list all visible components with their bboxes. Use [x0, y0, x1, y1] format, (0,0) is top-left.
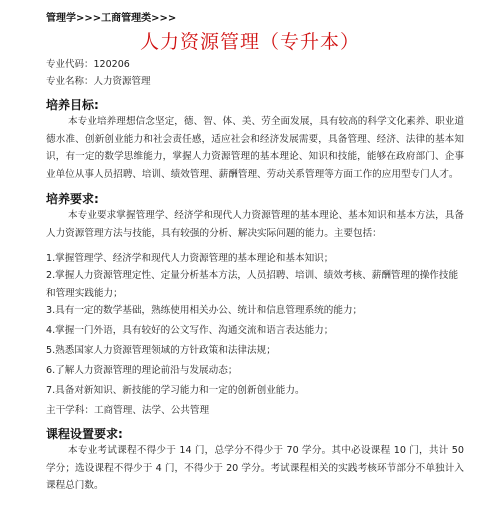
requirements-heading: 培养要求:	[46, 192, 99, 206]
major-name-value: 人力资源管理	[93, 76, 151, 87]
major-name-label: 专业名称：	[46, 76, 94, 87]
major-name-line	[46, 73, 151, 87]
goal-heading: 培养目标:	[46, 98, 99, 112]
breadcrumb: 管理学>>>工商管理类>>>	[46, 13, 177, 24]
major-code-line	[46, 56, 130, 70]
requirement-item-5: 5.熟悉国家人力资源管理领域的方针政策和法律法规；	[46, 345, 276, 356]
major-code-value: 120206	[93, 59, 130, 70]
course-paragraph: 本专业考试课程不得少于 14 门，总学分不得少于 70 学分。其中必设课程 10 门，共计 50 学分；选设课程不得少于 4 门，不得少于 20 学分。考试课程相关的实践考核环节部分不单独计入课程总门数。	[46, 445, 464, 491]
requirement-item-4: 4.掌握一门外语，具有较好的公文写作、沟通交流和语言表达能力；	[46, 325, 334, 336]
requirement-item-6: 6.了解人力资源管理的理论前沿与发展动态；	[46, 365, 238, 376]
requirement-item-1: 1.掌握管理学、经济学和现代人力资源管理的基本理论和基本知识；	[46, 253, 334, 264]
requirement-item-2: 2.掌握人力资源管理定性、定量分析基本方法，人员招聘、培训、绩效考核、薪酬管理的操作技能和管理实践能力；	[46, 270, 459, 299]
main-subjects: 主干学科：工商管理、法学、公共管理	[46, 405, 210, 416]
requirements-intro: 本专业要求掌握管理学、经济学和现代人力资源管理的基本理论、基本知识和基本方法，具备人力资源管理方法与技能，具有较强的分析、解决实际问题的能力。主要包括：	[46, 210, 464, 239]
requirement-item-3: 3.具有一定的数学基础，熟练使用相关办公、统计和信息管理系统的能力；	[46, 305, 363, 316]
major-code-label: 专业代码：	[46, 59, 94, 70]
goal-paragraph: 本专业培养理想信念坚定，德、智、体、美、劳全面发展，具有较高的科学文化素养、职业道德水准、创新创业能力和社会责任感，适应社会和经济发展需要，具备管理、经济、法律的基本知识，有一定的数学思维能力，掌握人力资源管理的基本理论、知识和技能，能够在政府部门、企事业单位从事人员招聘、培训、绩效管理、薪酬管理、劳动关系管理等方面工作的应用型专门人才。	[46, 116, 464, 180]
course-heading: 课程设置要求:	[46, 427, 123, 441]
page-title: 人力资源管理（专升本）	[139, 31, 360, 53]
requirement-item-7: 7.具备对新知识、新技能的学习能力和一定的创新创业能力。	[46, 385, 305, 396]
